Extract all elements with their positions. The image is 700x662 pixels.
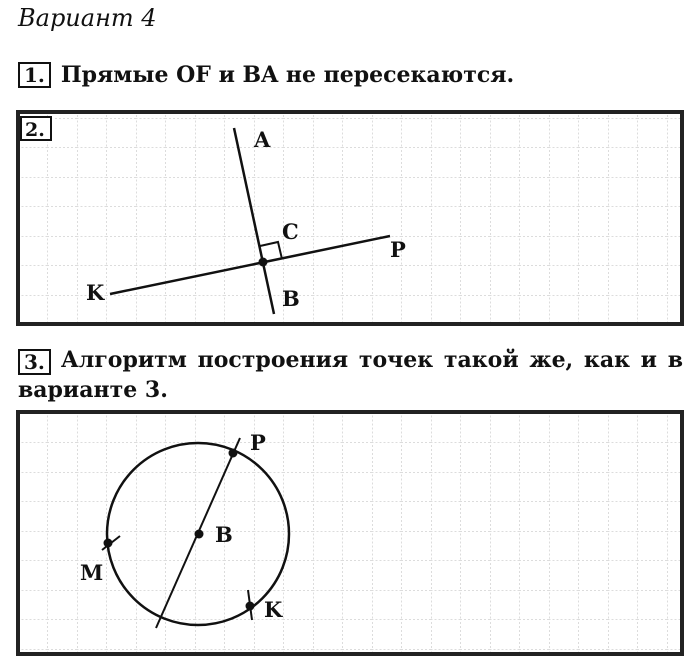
task-1-number: 1. [18,62,51,88]
task-3-panel [18,412,682,654]
label-p: P [390,237,406,262]
label-m: M [80,560,104,585]
task-3-number: 3. [18,349,51,375]
task-1-text: Прямые OF и BA не пересекаются. [60,62,515,88]
point-k [246,602,255,611]
point-b [195,530,204,539]
label-a: A [254,127,271,152]
label-p: P [250,430,266,455]
point-p [229,449,238,458]
point-m [104,539,113,548]
variant-title: Вариант 4 [18,4,157,32]
label-k: K [264,597,283,622]
label-k: K [86,280,105,305]
label-b: B [215,522,233,547]
task-3-text: Алгоритм построения точек такой же, как и в варианте 3. [18,347,683,403]
task-3-grid [18,412,682,654]
label-c: C [282,219,299,244]
task-2-number: 2. [25,119,45,141]
task-2-panel [18,112,682,324]
point-c [259,258,268,267]
label-b: B [282,286,300,311]
